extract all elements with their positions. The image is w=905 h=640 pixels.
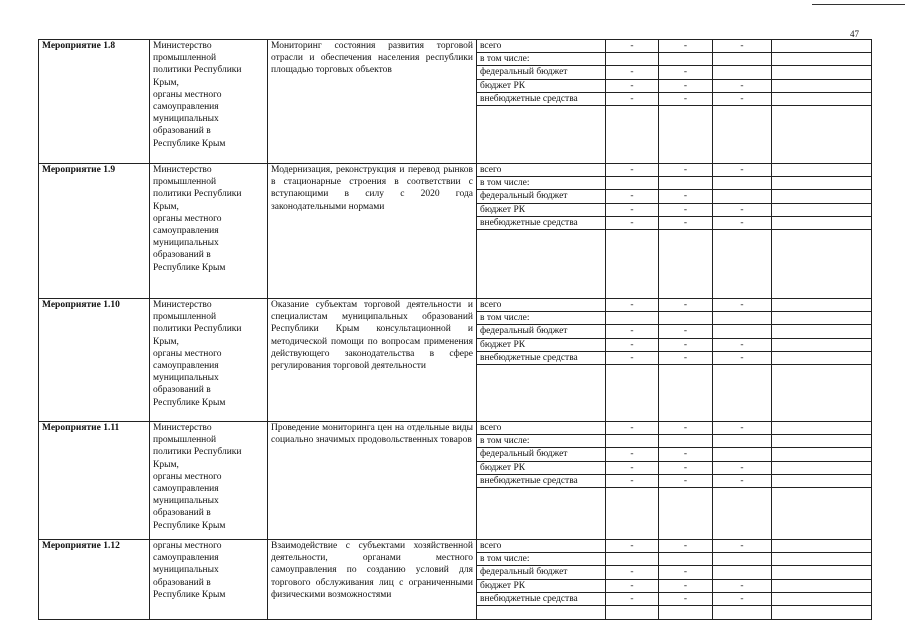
executor-line: Крым, bbox=[153, 336, 179, 347]
executor-line: промышленной bbox=[153, 312, 217, 323]
measure-executor bbox=[150, 422, 268, 540]
empty-cell bbox=[477, 606, 606, 620]
funding-source: в том числе: bbox=[477, 312, 606, 325]
funding-value bbox=[772, 351, 872, 364]
funding-value bbox=[606, 312, 659, 325]
funding-source: внебюджетные средства bbox=[477, 351, 606, 364]
measure-description: Мониторинг состояния развития торговой отрасли и обеспечения населения республики площадью торговых объектов bbox=[268, 40, 477, 164]
funding-source: бюджет РК bbox=[477, 461, 606, 474]
funding-source: бюджет РК bbox=[477, 338, 606, 351]
funding-value bbox=[772, 216, 872, 229]
funding-source: федеральный бюджет bbox=[477, 566, 606, 579]
funding-value: - bbox=[606, 338, 659, 351]
empty-cell bbox=[477, 488, 606, 540]
funding-value: - bbox=[606, 566, 659, 579]
funding-value: - bbox=[606, 592, 659, 605]
funding-value bbox=[772, 474, 872, 487]
funding-value: - bbox=[659, 448, 713, 461]
executor-line: Республике Крым bbox=[153, 397, 226, 408]
funding-source: в том числе: bbox=[477, 435, 606, 448]
executor-line: муниципальных bbox=[153, 114, 219, 125]
executor-line: политики Республики bbox=[153, 324, 242, 335]
funding-value bbox=[713, 312, 772, 325]
funding-value bbox=[772, 566, 872, 579]
funding-value bbox=[772, 79, 872, 92]
executor-line: Республике Крым bbox=[153, 262, 226, 273]
funding-value: - bbox=[659, 540, 713, 553]
executor-line: Министерство bbox=[153, 300, 212, 311]
funding-value bbox=[659, 435, 713, 448]
executor-line: Крым, bbox=[153, 459, 179, 470]
table-row bbox=[39, 540, 872, 553]
funding-value bbox=[772, 553, 872, 566]
funding-value: - bbox=[606, 448, 659, 461]
executor-line: политики Республики bbox=[153, 447, 242, 458]
funding-value: - bbox=[606, 66, 659, 79]
funding-value bbox=[772, 325, 872, 338]
executor-line: муниципальных bbox=[153, 565, 219, 576]
executor-line: самоуправления bbox=[153, 553, 219, 564]
funding-value: - bbox=[659, 566, 713, 579]
measure-description: Взаимодействие с субъектами хозяйственной деятельности, органами местного самоуправления по созданию условий для торгового обслуживания лиц с ограниченными физическими возможностями bbox=[268, 540, 477, 620]
funding-value bbox=[772, 66, 872, 79]
funding-source: федеральный бюджет bbox=[477, 190, 606, 203]
funding-value: - bbox=[659, 203, 713, 216]
empty-cell bbox=[772, 488, 872, 540]
funding-value: - bbox=[659, 190, 713, 203]
funding-value bbox=[772, 461, 872, 474]
funding-value: - bbox=[606, 216, 659, 229]
funding-value bbox=[772, 540, 872, 553]
funding-value bbox=[713, 435, 772, 448]
measure-executor bbox=[150, 40, 268, 164]
executor-line: органы местного bbox=[153, 541, 222, 552]
executor-line: Республике Крым bbox=[153, 520, 226, 531]
funding-value bbox=[713, 66, 772, 79]
funding-value bbox=[772, 579, 872, 592]
executor-line: муниципальных bbox=[153, 238, 219, 249]
funding-value bbox=[606, 553, 659, 566]
funding-value bbox=[606, 435, 659, 448]
executor-line: образований в bbox=[153, 250, 211, 261]
measure-description: Модернизация, реконструкция и перевод рынков в стационарные строения в соответствии с вступающими в силу с 2020 года законодательными нормами bbox=[268, 164, 477, 299]
executor-line: самоуправления bbox=[153, 484, 219, 495]
funding-value: - bbox=[606, 325, 659, 338]
executor-line: Министерство bbox=[153, 41, 212, 51]
funding-source: всего bbox=[477, 164, 606, 177]
empty-cell bbox=[713, 106, 772, 164]
funding-value: - bbox=[659, 79, 713, 92]
funding-value: - bbox=[606, 79, 659, 92]
executor-line: политики Республики bbox=[153, 65, 242, 76]
funding-value: - bbox=[713, 540, 772, 553]
funding-value: - bbox=[713, 299, 772, 312]
funding-value: - bbox=[659, 92, 713, 105]
measure-description: Проведение мониторинга цен на отдельные виды социально значимых продовольственных товаров bbox=[268, 422, 477, 540]
funding-value: - bbox=[713, 579, 772, 592]
funding-source: бюджет РК bbox=[477, 79, 606, 92]
funding-value bbox=[772, 40, 872, 53]
empty-cell bbox=[772, 606, 872, 620]
funding-value: - bbox=[606, 164, 659, 177]
table-row bbox=[39, 299, 872, 312]
empty-cell bbox=[477, 365, 606, 422]
funding-value bbox=[606, 177, 659, 190]
executor-line: Республике Крым bbox=[153, 138, 226, 149]
funding-source: всего bbox=[477, 40, 606, 53]
executor-line: образований в bbox=[153, 126, 211, 137]
funding-value: - bbox=[659, 66, 713, 79]
empty-cell bbox=[606, 606, 659, 620]
funding-value: - bbox=[659, 474, 713, 487]
executor-line: муниципальных bbox=[153, 373, 219, 384]
executor-line: Крым, bbox=[153, 77, 179, 88]
executor-line: муниципальных bbox=[153, 496, 219, 507]
funding-value: - bbox=[606, 299, 659, 312]
funding-value bbox=[772, 299, 872, 312]
empty-cell bbox=[659, 488, 713, 540]
funding-value: - bbox=[606, 540, 659, 553]
empty-cell bbox=[772, 106, 872, 164]
funding-value bbox=[659, 53, 713, 66]
funding-source: внебюджетные средства bbox=[477, 216, 606, 229]
empty-cell bbox=[713, 606, 772, 620]
empty-cell bbox=[772, 230, 872, 299]
funding-value: - bbox=[606, 579, 659, 592]
executor-line: органы местного bbox=[153, 213, 222, 224]
measure-name: Мероприятие 1.12 bbox=[39, 540, 150, 620]
executor-line: Министерство bbox=[153, 165, 212, 176]
funding-source: федеральный бюджет bbox=[477, 325, 606, 338]
empty-cell bbox=[606, 365, 659, 422]
funding-value bbox=[713, 190, 772, 203]
empty-cell bbox=[713, 365, 772, 422]
funding-value: - bbox=[659, 299, 713, 312]
executor-line: самоуправления bbox=[153, 361, 219, 372]
empty-cell bbox=[477, 106, 606, 164]
executor-line: Министерство bbox=[153, 423, 212, 434]
funding-value: - bbox=[659, 461, 713, 474]
funding-value bbox=[659, 177, 713, 190]
funding-value bbox=[772, 312, 872, 325]
funding-value: - bbox=[606, 40, 659, 53]
funding-value bbox=[772, 190, 872, 203]
funding-value: - bbox=[606, 461, 659, 474]
funding-value bbox=[713, 448, 772, 461]
page-number: 47 bbox=[850, 29, 859, 39]
empty-cell bbox=[659, 106, 713, 164]
funding-source: в том числе: bbox=[477, 553, 606, 566]
empty-cell bbox=[606, 106, 659, 164]
funding-value: - bbox=[713, 203, 772, 216]
funding-value bbox=[606, 53, 659, 66]
funding-value: - bbox=[713, 592, 772, 605]
measure-name: Мероприятие 1.10 bbox=[39, 299, 150, 422]
executor-line: промышленной bbox=[153, 177, 217, 188]
funding-value bbox=[713, 325, 772, 338]
executor-line: политики Республики bbox=[153, 189, 242, 200]
funding-value bbox=[772, 92, 872, 105]
empty-cell bbox=[659, 365, 713, 422]
funding-value bbox=[772, 448, 872, 461]
top-rule bbox=[812, 4, 905, 5]
table-row bbox=[39, 164, 872, 177]
funding-source: внебюджетные средства bbox=[477, 474, 606, 487]
funding-value: - bbox=[606, 203, 659, 216]
funding-value: - bbox=[659, 40, 713, 53]
funding-value: - bbox=[606, 422, 659, 435]
executor-line: органы местного bbox=[153, 89, 222, 100]
funding-value bbox=[713, 566, 772, 579]
executor-line: органы местного bbox=[153, 471, 222, 482]
funding-value: - bbox=[659, 579, 713, 592]
executor-line: самоуправления bbox=[153, 102, 219, 113]
funding-value: - bbox=[713, 92, 772, 105]
empty-cell bbox=[659, 606, 713, 620]
funding-value bbox=[713, 553, 772, 566]
funding-value bbox=[713, 53, 772, 66]
funding-value: - bbox=[713, 422, 772, 435]
measure-executor bbox=[150, 299, 268, 422]
funding-source: всего bbox=[477, 540, 606, 553]
funding-value: - bbox=[713, 474, 772, 487]
executor-line: образований в bbox=[153, 385, 211, 396]
funding-value: - bbox=[659, 216, 713, 229]
measure-description: Оказание субъектам торговой деятельности и специалистам муниципальных образований Республики Крым консультационной и методической помощи по вопросам применения действующего законодательства в сфере регулирования торговой деятельности bbox=[268, 299, 477, 422]
executor-line: самоуправления bbox=[153, 226, 219, 237]
funding-value: - bbox=[713, 351, 772, 364]
table-row bbox=[39, 422, 872, 435]
funding-source: бюджет РК bbox=[477, 579, 606, 592]
executor-line: Крым, bbox=[153, 201, 179, 212]
funding-value bbox=[772, 592, 872, 605]
funding-source: федеральный бюджет bbox=[477, 66, 606, 79]
funding-value: - bbox=[659, 164, 713, 177]
funding-value: - bbox=[659, 351, 713, 364]
empty-cell bbox=[713, 488, 772, 540]
executor-line: промышленной bbox=[153, 53, 217, 64]
funding-value: - bbox=[606, 474, 659, 487]
measure-name: Мероприятие 1.11 bbox=[39, 422, 150, 540]
measure-executor bbox=[150, 164, 268, 299]
funding-value: - bbox=[659, 338, 713, 351]
funding-value bbox=[713, 177, 772, 190]
program-measures-table bbox=[38, 39, 872, 620]
funding-source: федеральный бюджет bbox=[477, 448, 606, 461]
funding-source: в том числе: bbox=[477, 177, 606, 190]
funding-value: - bbox=[713, 338, 772, 351]
empty-cell bbox=[606, 230, 659, 299]
funding-value: - bbox=[606, 351, 659, 364]
funding-value bbox=[772, 435, 872, 448]
empty-cell bbox=[713, 230, 772, 299]
funding-value bbox=[772, 177, 872, 190]
empty-cell bbox=[772, 365, 872, 422]
funding-source: в том числе: bbox=[477, 53, 606, 66]
empty-cell bbox=[477, 230, 606, 299]
funding-source: внебюджетные средства bbox=[477, 592, 606, 605]
funding-value: - bbox=[659, 325, 713, 338]
funding-value: - bbox=[606, 92, 659, 105]
funding-value bbox=[772, 203, 872, 216]
funding-value bbox=[772, 422, 872, 435]
empty-cell bbox=[606, 488, 659, 540]
funding-value: - bbox=[713, 40, 772, 53]
funding-value: - bbox=[713, 164, 772, 177]
funding-value bbox=[659, 553, 713, 566]
executor-line: образований в bbox=[153, 577, 211, 588]
funding-value: - bbox=[713, 216, 772, 229]
funding-value: - bbox=[659, 592, 713, 605]
funding-value bbox=[772, 53, 872, 66]
funding-value: - bbox=[659, 422, 713, 435]
funding-value bbox=[659, 312, 713, 325]
funding-source: внебюджетные средства bbox=[477, 92, 606, 105]
executor-line: промышленной bbox=[153, 435, 217, 446]
measure-name: Мероприятие 1.8 bbox=[39, 40, 150, 164]
funding-value bbox=[772, 164, 872, 177]
funding-value bbox=[772, 338, 872, 351]
executor-line: образований в bbox=[153, 508, 211, 519]
executor-line: органы местного bbox=[153, 348, 222, 359]
funding-source: бюджет РК bbox=[477, 203, 606, 216]
funding-source: всего bbox=[477, 299, 606, 312]
funding-source: всего bbox=[477, 422, 606, 435]
funding-value: - bbox=[606, 190, 659, 203]
measure-executor bbox=[150, 540, 268, 620]
funding-value: - bbox=[713, 461, 772, 474]
funding-value: - bbox=[713, 79, 772, 92]
table-row bbox=[39, 40, 872, 53]
measure-name: Мероприятие 1.9 bbox=[39, 164, 150, 299]
empty-cell bbox=[659, 230, 713, 299]
executor-line: Республике Крым bbox=[153, 589, 226, 600]
